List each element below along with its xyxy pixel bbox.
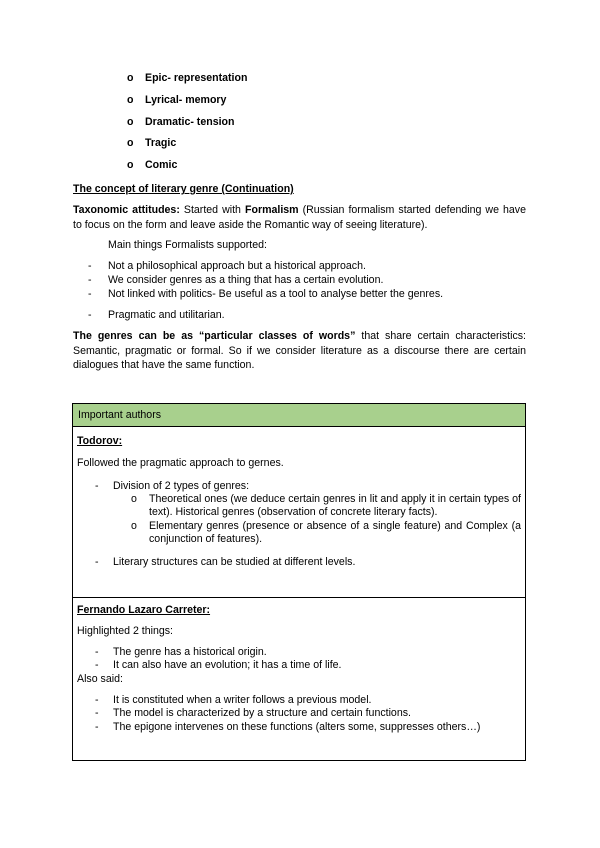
- list-item: o Epic- representation: [127, 72, 248, 84]
- taxonomic-paragraph: Taxonomic attitudes: Started with Formalism (Russian formalism started defending we have to focus on the form and leave aside the Romantic way of seeing literature).: [73, 204, 526, 231]
- carreter-title: Fernando Lazaro Carreter:: [77, 604, 211, 616]
- carreter-intro: Highlighted 2 things:: [77, 625, 173, 637]
- genres-paragraph: The genres can be as “particular classes of words” that share certain characteristics: Semantic, pragmatic or formal. So if we consider literature as a discourse there are certain dialogues that have the same function.: [73, 330, 526, 371]
- list-item: o Theoretical ones (we deduce certain genres in lit and apply it in certain types of text). Historical genres (observation of concrete literary facts).: [131, 493, 521, 519]
- section-heading: The concept of literary genre (Continuation): [73, 183, 294, 195]
- todorov-cell: [73, 427, 525, 598]
- todorov-structures-list: [95, 556, 355, 569]
- list-item: - The model is characterized by a structure and certain functions.: [95, 707, 411, 720]
- list-item: - Not linked with politics- Be useful as a tool to analyse better the genres.: [88, 287, 444, 300]
- todorov-division-list: [95, 480, 249, 493]
- formalist-extra-list: [88, 309, 225, 323]
- list-item: - Pragmatic and utilitarian.: [88, 309, 225, 321]
- list-item: - The genre has a historical origin.: [95, 646, 267, 658]
- list-item: - The epigone intervenes on these functions (alters some, suppresses others…): [95, 720, 481, 733]
- formalist-points-list: [88, 260, 443, 301]
- list-item: - Not a philosophical approach but a historical approach.: [88, 260, 366, 272]
- list-item: o Lyrical- memory: [127, 93, 227, 106]
- list-item: - It can also have an evolution; it has a time of life.: [95, 659, 342, 672]
- list-item: - Division of 2 types of genres:: [95, 480, 250, 492]
- list-item: o Elementary genres (presence or absence of a single feature) and Complex (a conjunction of features).: [131, 519, 521, 546]
- genre-types-list: [127, 71, 247, 180]
- todorov-intro: Followed the pragmatic approach to gernes.: [77, 457, 284, 469]
- list-item: o Dramatic- tension: [127, 115, 235, 128]
- list-item: o Comic: [127, 159, 178, 172]
- todorov-title: Todorov:: [77, 435, 123, 447]
- authors-table: [72, 403, 526, 761]
- list-item: - We consider genres as a thing that has a certain evolution.: [88, 273, 384, 286]
- carreter-things-list: [95, 646, 342, 673]
- table-header: Important authors: [73, 404, 525, 427]
- list-item: - Literary structures can be studied at different levels.: [95, 556, 356, 568]
- carreter-also-said: Also said:: [77, 673, 123, 685]
- carreter-said-list: [95, 694, 480, 734]
- carreter-cell: [73, 597, 525, 760]
- todorov-genre-types: [131, 493, 521, 547]
- supported-label: Main things Formalists supported:: [108, 239, 267, 251]
- list-item: o Tragic: [127, 137, 177, 150]
- list-item: - It is constituted when a writer follows a previous model.: [95, 694, 372, 706]
